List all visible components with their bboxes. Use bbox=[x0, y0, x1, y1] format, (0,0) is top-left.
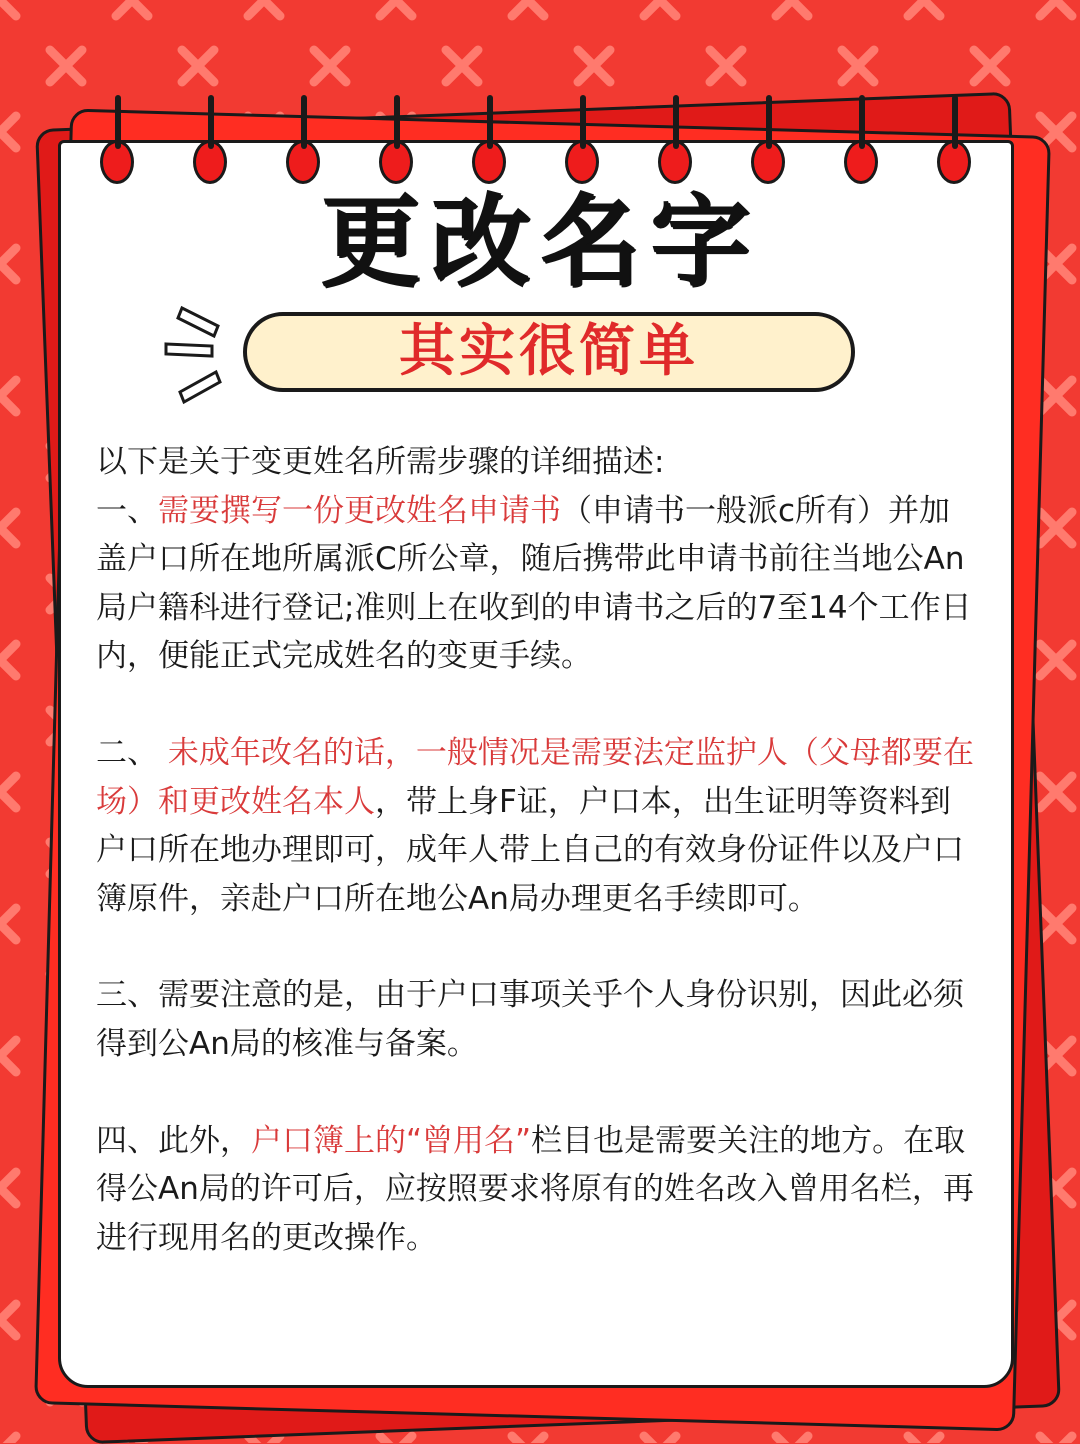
step-text: 需要注意的是，由于户口事项关乎个人身份识别，因此必须得到公An局的核准与备案。 bbox=[96, 977, 964, 1062]
paragraph-gap bbox=[96, 923, 976, 971]
x-mark bbox=[776, 0, 808, 16]
x-mark bbox=[0, 116, 16, 148]
x-mark bbox=[0, 380, 16, 412]
x-mark bbox=[842, 50, 874, 82]
paragraph-gap bbox=[96, 681, 976, 729]
x-mark bbox=[0, 1436, 16, 1443]
step-1 bbox=[96, 487, 976, 681]
step-prefix: 四、此外， bbox=[96, 1122, 251, 1159]
step-highlight: 需要撰写一份更改姓名申请书 bbox=[158, 492, 561, 529]
x-mark bbox=[314, 50, 346, 82]
x-mark bbox=[512, 0, 544, 16]
step-prefix: 三、 bbox=[96, 977, 158, 1014]
binder-hole bbox=[844, 140, 878, 184]
binder-hole bbox=[937, 140, 971, 184]
x-mark bbox=[1040, 1436, 1072, 1443]
binder-hole bbox=[193, 140, 227, 184]
emphasis-lines-icon bbox=[160, 300, 240, 410]
x-mark bbox=[50, 50, 82, 82]
x-mark bbox=[710, 50, 742, 82]
binder-hole bbox=[286, 140, 320, 184]
x-mark bbox=[380, 1436, 412, 1443]
x-mark bbox=[0, 644, 16, 676]
x-mark bbox=[446, 50, 478, 82]
step-highlight: 户口簿上的“曾用名” bbox=[251, 1122, 532, 1159]
x-mark bbox=[0, 1040, 16, 1072]
x-mark bbox=[578, 50, 610, 82]
binder-hole bbox=[658, 140, 692, 184]
x-mark bbox=[908, 0, 940, 16]
x-mark bbox=[116, 0, 148, 16]
x-mark bbox=[0, 512, 16, 544]
x-mark bbox=[908, 1436, 940, 1443]
step-text: ，带上身F证，户口本，出生证明等资料到户口所在地办理即可，成年人带上自己的有效身份证件以及户口簿原件，亲赴户口所在地公An局办理更名手续即可。 bbox=[96, 783, 964, 917]
x-mark bbox=[974, 50, 1006, 82]
x-mark bbox=[1040, 908, 1072, 940]
step-text: （申请书一般派c所有）并加盖户口所在地所属派C所公章，随后携带此申请书前往当地公An局户籍科进行登记;准则上在收到的申请书之后的7至14个工作日内，便能正式完成姓名的变更手续。 bbox=[96, 492, 972, 675]
x-mark bbox=[248, 0, 280, 16]
binder-hole bbox=[565, 140, 599, 184]
x-mark bbox=[0, 1172, 16, 1204]
step-2 bbox=[96, 729, 976, 923]
x-mark bbox=[512, 1436, 544, 1443]
x-mark bbox=[1040, 644, 1072, 676]
step-highlight: 未成年改名的话，一般情况是需要法定监护人（父母都要在场）和更改姓名本人 bbox=[96, 734, 974, 820]
x-mark bbox=[0, 776, 16, 808]
binder-hole bbox=[472, 140, 506, 184]
step-prefix: 一、 bbox=[96, 492, 158, 529]
x-mark bbox=[380, 0, 412, 16]
step-text: 栏目也是需要关注的地方。在取得公An局的许可后，应按照要求将原有的姓名改入曾用名栏，再进行现用名的更改操作。 bbox=[96, 1122, 974, 1256]
paragraph-gap bbox=[96, 1069, 976, 1117]
x-mark bbox=[1040, 776, 1072, 808]
x-mark bbox=[776, 1436, 808, 1443]
binder-hole bbox=[751, 140, 785, 184]
x-mark bbox=[1040, 512, 1072, 544]
article-body bbox=[96, 438, 976, 1262]
binder-hole bbox=[100, 140, 134, 184]
step-prefix: 二、 bbox=[96, 734, 168, 771]
subtitle-banner bbox=[243, 312, 855, 392]
subtitle-text: 其实很简单 bbox=[399, 319, 699, 384]
x-mark bbox=[644, 1436, 676, 1443]
step-4 bbox=[96, 1117, 976, 1263]
step-3 bbox=[96, 971, 976, 1068]
x-mark bbox=[1040, 380, 1072, 412]
page-title: 更改名字 bbox=[320, 183, 760, 300]
x-mark bbox=[182, 50, 214, 82]
binder-hole bbox=[379, 140, 413, 184]
x-mark bbox=[0, 0, 16, 16]
x-mark bbox=[0, 908, 16, 940]
intro-text: 以下是关于变更姓名所需步骤的详细描述: bbox=[96, 444, 665, 480]
x-mark bbox=[0, 1304, 16, 1336]
x-mark bbox=[1040, 0, 1072, 16]
x-mark bbox=[644, 0, 676, 16]
